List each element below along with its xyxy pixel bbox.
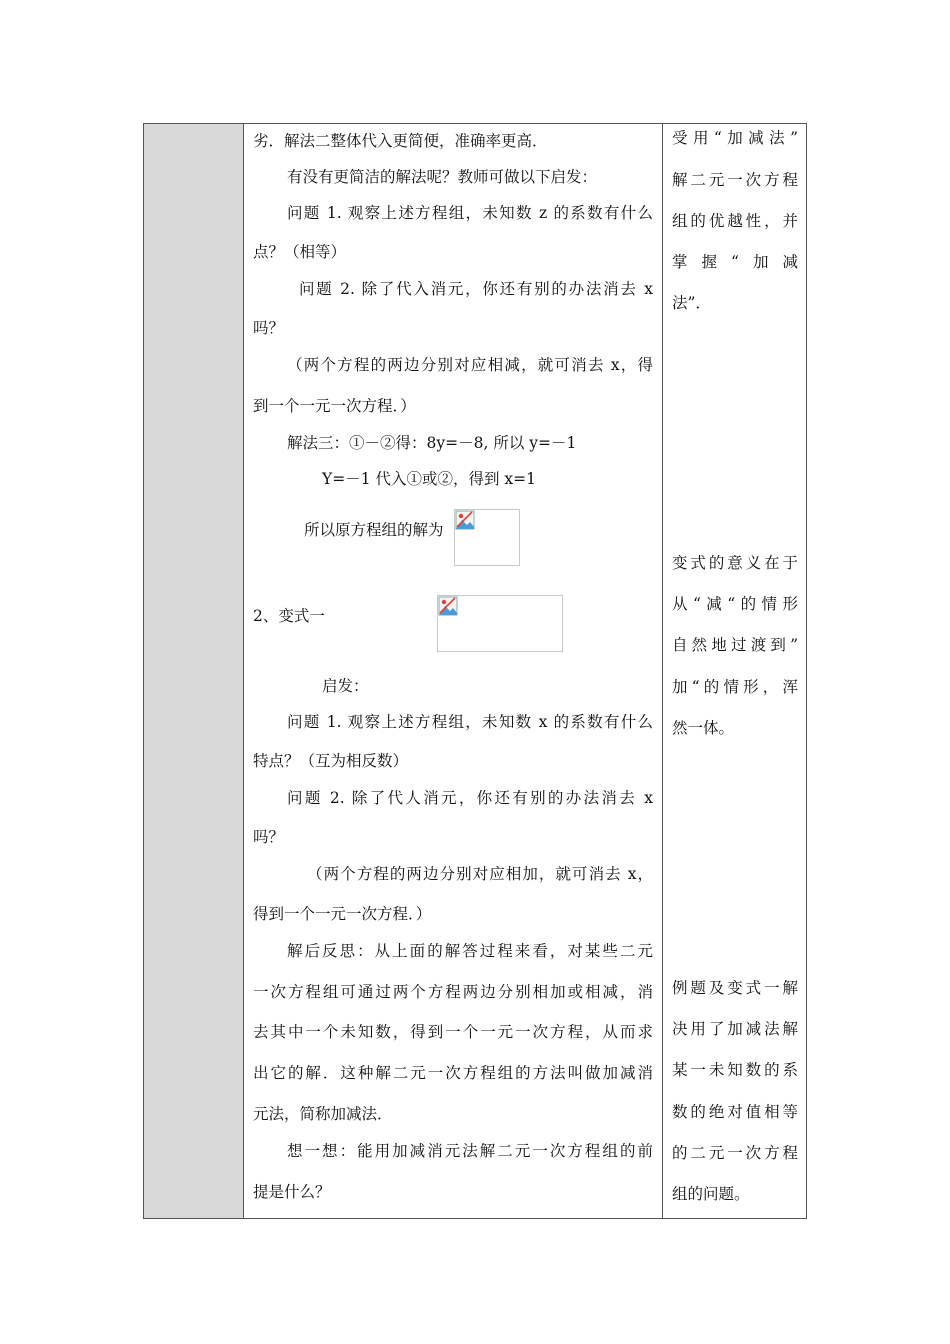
text-line: 想一想：能用加减消元法解二元一次方程组的前 xyxy=(287,1142,653,1160)
text-line: 一次方程组可通过两个方程两边分别相加或相减，消 xyxy=(253,983,653,1001)
content-column xyxy=(244,124,663,1218)
text-line: （两个方程的两边分别对应相加，就可消去 x， xyxy=(307,865,653,883)
variant-image xyxy=(437,595,563,652)
broken-image-icon xyxy=(438,596,458,616)
left-column xyxy=(144,124,244,1218)
note-line: 从“减“的情形 xyxy=(672,595,798,613)
broken-image-icon xyxy=(455,510,475,530)
text-line: Y=－1 代入①或②，得到 x=1 xyxy=(322,470,537,488)
note-line: 决用了加减法解 xyxy=(672,1020,798,1038)
text-line: 问题 2. 除了代入消元，你还有别的办法消去 x xyxy=(299,280,653,298)
solution-image xyxy=(454,509,520,566)
text-line: 启发： xyxy=(322,677,369,695)
text-line: 元法，简称加减法． xyxy=(253,1105,393,1123)
note-line: 组的问题。 xyxy=(672,1185,750,1203)
text-line: 问题 2. 除了代人消元，你还有别的办法消去 x xyxy=(287,789,653,807)
text-line: 特点？（互为相反数） xyxy=(253,752,409,770)
lesson-table xyxy=(143,123,807,1219)
text-line: 有没有更简洁的解法呢？教师可做以下启发： xyxy=(287,168,598,186)
text-line: 解法三：①－②得：8y=－8, 所以 y=－1 xyxy=(287,434,577,452)
note-line: 法”． xyxy=(672,294,711,312)
note-line: 的二元一次方程 xyxy=(672,1144,798,1162)
note-line: 某一未知数的系 xyxy=(672,1061,798,1079)
text-line: 吗？ xyxy=(253,828,285,846)
text-line: 吗？ xyxy=(253,319,285,337)
notes-column xyxy=(663,124,806,1218)
text-line: 劣．解法二整体代入更简便，准确率更高． xyxy=(253,132,548,150)
note-line: 变式的意义在于 xyxy=(672,554,798,572)
note-line: 数的绝对值相等 xyxy=(672,1103,798,1121)
note-line: 解二元一次方程 xyxy=(672,171,798,189)
note-line: 组的优越性，并 xyxy=(672,212,798,230)
text-line: 所以原方程组的解为 xyxy=(304,521,444,539)
text-line: 提是什么？ xyxy=(253,1183,331,1201)
text-line: 点？（相等） xyxy=(253,243,347,261)
text-line: （两个方程的两边分别对应相减，就可消去 x，得 xyxy=(287,356,653,374)
text-line: 出它的解．这种解二元一次方程组的方法叫做加减消 xyxy=(253,1064,653,1082)
note-line: 加“的情形，浑 xyxy=(672,678,798,696)
text-line: 得到一个一元一次方程．） xyxy=(253,905,432,923)
text-line: 去其中一个未知数，得到一个一元一次方程，从而求 xyxy=(253,1023,653,1041)
text-line: 到一个一元一次方程．） xyxy=(253,397,416,415)
note-line: 受用“加减法” xyxy=(672,129,798,147)
note-line: 掌握“加减 xyxy=(672,253,798,271)
note-line: 然一体。 xyxy=(672,719,735,737)
text-line: 2、变式一 xyxy=(253,607,325,625)
note-line: 自然地过渡到” xyxy=(672,636,798,654)
text-line: 解后反思：从上面的解答过程来看，对某些二元 xyxy=(287,942,653,960)
note-line: 例题及变式一解 xyxy=(672,979,798,997)
text-line: 问题 1. 观察上述方程组，未知数 x 的系数有什么 xyxy=(287,713,653,731)
text-line: 问题 1. 观察上述方程组，未知数 z 的系数有什么 xyxy=(287,204,653,222)
